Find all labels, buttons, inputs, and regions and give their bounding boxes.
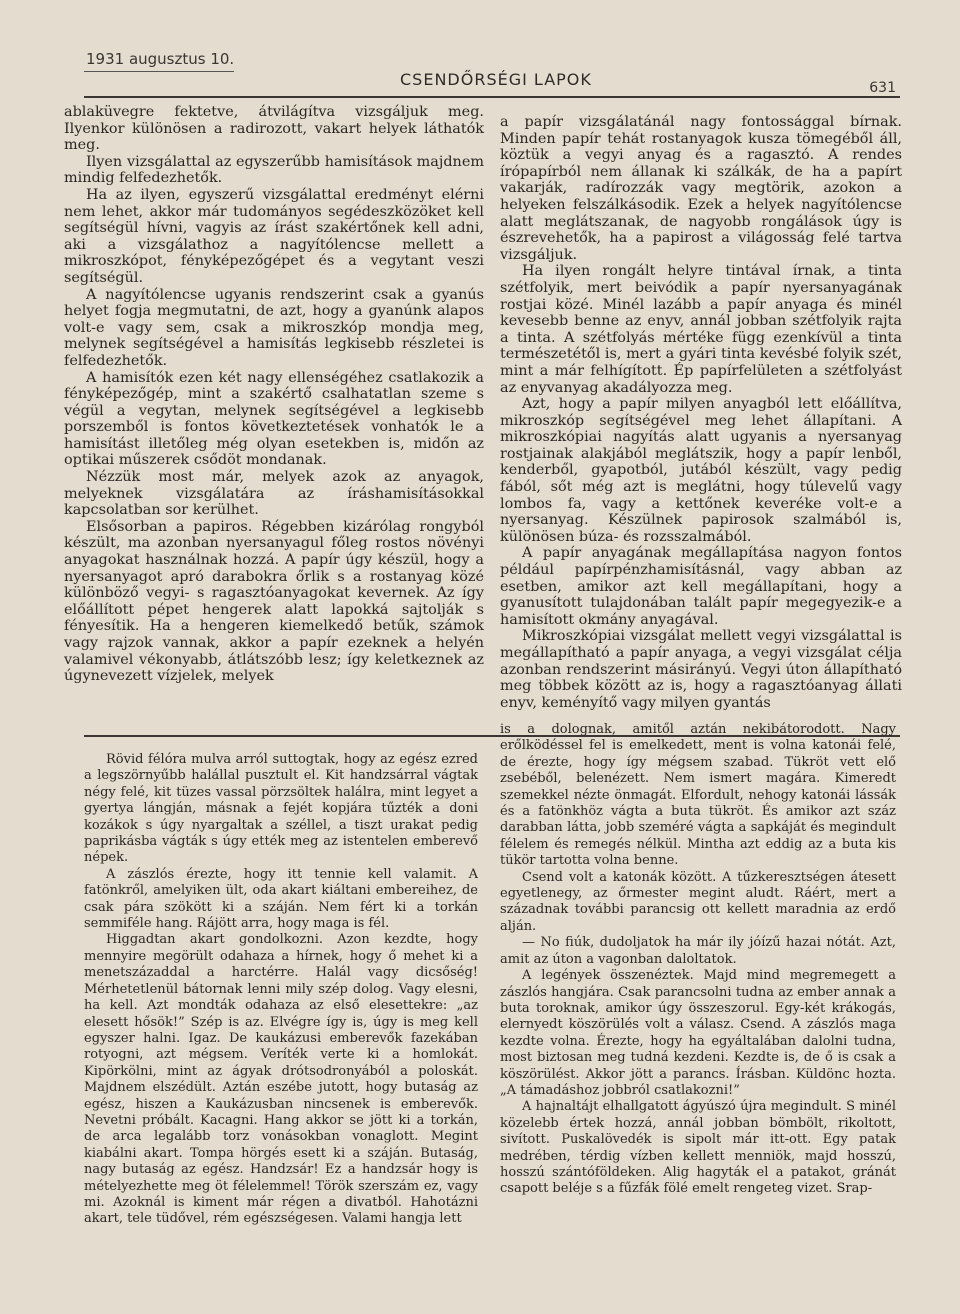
paragraph: A hamisítók ezen két nagy ellenségéhez csatlakozik a fényképezőgép, mint a szakértő csalhatatlan szeme s végül a vegytan, melynek segítségével a legkisebb porszemből is fontos következtetések vonhatók le a hamisítást illetőleg még olyan esetekben is, midőn az optikai műszerek csődöt mondanak.: [64, 369, 484, 469]
paragraph: Csend volt a katonák között. A tűzkeresztségen átesett egyetlenegy, az őrmester megint aludt. Ráért, mert a századnak további parancsig ott kellett maradnia az erdő alján.: [500, 869, 896, 934]
paragraph: Elsősorban a papiros. Régebben kizárólag rongyból készült, ma azonban nyersanyagul főleg rostos növényi anyagokat használnak hozzá. A papír úgy készül, hogy a nyersanyagot apró darabokra őrlik s a rostanyag közé különböző vegyi- s ragasztóanyagokat kevernek. Az így előállított pépet hengerek alatt lapokká sajtolják s fényesítik. Ha a hengeren kiemelkedő betűk, számok vagy rajzok vannak, akkor a papír ezeknek a helyén valamivel vékonyabb, átlátszóbb lesz; így keletkeznek az úgynevezett vízjelek, melyek: [64, 518, 484, 685]
paragraph: A papír anyagának megállapítása nagyon fontos például papírpénzhamisításnál, vagy abban az esetben, amikor azt kell megállapítani, hogy a gyanusított tulajdonában talált papír megegyezik-e a hamisított okmány anyagával.: [500, 545, 902, 628]
paragraph: Azt, hogy a papír milyen anyagból lett előállítva, mikroszkóp segítségével meg lehet állapítani. A mikroszkópiai nagyítás alatt ugyanis a nyersanyag rostjainak alakjából meglátszik, hogy a papír lenből, kenderből, gyapotból, jutából készült, vagy pedig fából, sőt még azt is meglátni, hogy túlevelű vagy lombos fa, vagy a kettőnek keveréke volt-e a nyersanyag. Készülnek papirosok szalmából is, különösen búza- és rozsszalmából.: [500, 396, 902, 545]
paragraph: a papír vizsgálatánál nagy fontossággal bírnak. Minden papír tehát rostanyagok kusza tömegéből áll, köztük a vegyi anyag és a ragasztó. A rendes írópapírból nem állanak ki szálkák, de ha a papírt vakarják, radírozzák vagy megtörik, azokon a helyeken felszálkásodik. Ezek a helyek nagyítólencse alatt meglátszanak, de nagyobb rongálások úgy is észrevehetők, ha a papirost a világosság felé tartva vizsgáljuk.: [500, 114, 902, 263]
paragraph: A legények összenéztek. Majd mind megremegett a zászlós hangjára. Csak parancsolni tudna az ember annak a buta toroknak, amikor úgy összeszorul. Egy-két krákogás, elernyedt köszörülés volt a válasz. Csend. A zászlós maga kezdte volna. Érezte, hogy ha egyáltalában dalolni tudna, most biztosan meg tudná kezdeni. Kezdte is, de ő is csak a köszörülést. Akkor jött a parancs. Írásban. Küldönc hozta. „A támadáshoz jobbról csatlakozni!”: [500, 968, 896, 1098]
paragraph: A hajnaltájt elhallgatott ágyúszó újra megindult. S minél közelebb értek hozzá, annál jobban bömbölt, rikoltott, sivított. Puskalövedék is sipolt már itt-ott. Egy patak medrében, térdig vízben kellett menniök, majd hosszú, hosszú szántóföldeken. Alig hagyták el a patakot, gránát csapott beléje s a fűzfák fölé emelt rengeteg vizet. Srap-: [500, 1099, 896, 1197]
paragraph: Higgadtan akart gondolkozni. Azon kezdte, hogy mennyire megörült odahaza a hírnek, hogy ő mehet ki a menetszázaddal a harctérre. Halál vagy dicsőség! Mérhetetlenül bátornak lenni mily szép dolog. Vagy elesni, ha kell. Azt mondták odahaza az első elesettekre: „az elesett hősök!” Szép is az. Elvégre így is, úgy is meg kell egyszer halni. Igaz. De kaukázusi emberevők fazekában rotyogni, azt mégsem. Veríték verte ki a homlokát. Kipörkölni, mint az ágyak drótsodronyából a poloskát. Majdnem elszédült. Aztán eszébe jutott, hogy butaság az egész, hiszen a Kaukázusban nincsenek is emberevők. Nevetni próbált. Kacagni. Hang akkor se jött ki a torkán, de arca legalább torz vonásokban vonaglott. Megint kiabálni akart. Tompa hörgés esett ki a száján. Butaság, nagy butaság az egész. Handzsár! Ez a handzsár hogy is mételyezhette meg öt félelemmel! Török szerszám ez, vagy mi. Azoknál is kiment már régen a divatból. Hahotázni akart, tele tüdővel, rém egészségesen. Valami hangja lett: [84, 932, 478, 1227]
paragraph: Mikroszkópiai vizsgálat mellett vegyi vizsgálattal is megállapítható a papír anyaga, a vegyi vizsgálat célja azonban rendszerint másirányú. Vegyi úton állapítható meg többek között az is, hogy a ragasztóanyag állati enyv, keményítő vagy milyen gyantás: [500, 628, 902, 711]
header-rule: [84, 96, 900, 98]
page-header: [0, 0, 960, 100]
paragraph: Ha az ilyen, egyszerű vizsgálattal eredményt elérni nem lehet, akkor már tudományos segédeszközöket kell segítségül hívni, vagyis az írást szakértőnek kell adni, aki a vizsgálathoz a nagyítólencse mellett a mikroszkópot, fényképezőgépet és a vegytant veszi segítségül.: [64, 186, 484, 286]
story-column-right: [500, 722, 896, 1198]
paragraph: Rövid félóra mulva arról suttogtak, hogy az egész ezred a legszörnyűbb halállal pusztult el. Kit handzsárral vágtak négy felé, kit tüzes vassal pörzsöltek halálra, mint legyet a gyertya lángján, másnak a fejét kopjára tűzték a doni kozákok s úgy nyargaltak a széllel, a tiszt urakat pedig paprikásba vágták s úgy ették meg az istentelen emberevő népek.: [84, 752, 478, 866]
paragraph: — No fiúk, dudoljatok ha már ily jóízű hazai nótát. Azt, amit az úton a vagonban daloltatok.: [500, 935, 896, 967]
paragraph: Ha ilyen rongált helyre tintával írnak, a tinta szétfolyik, mert beivódik a papír nyersanyagának rostjai közé. Minél lazább a papír anyaga és minél kevesebb benne az enyv, annál jobban szétfolyik rajta a tinta. A szétfolyás mértéke függ ezenkívül a tinta természetétől is, mert a gyári tinta kevésbé folyik szét, mint a már felhígított. Ép papírfelületen a szétfolyást az enyvanyag akadályozza meg.: [500, 263, 902, 396]
paragraph: A nagyítólencse ugyanis rendszerint csak a gyanús helyet fogja megmutatni, de azt, hogy a gyanúnk alapos volt-e vagy sem, csak a mikroszkóp mondja meg, melynek segítségével a hamisítás legkisebb részletei is felfedezhetők.: [64, 286, 484, 369]
paragraph: is a dolognak, amitől aztán nekibátorodott. Nagy erőlködéssel fel is emelkedett, ment is volna katonái felé, de érezte, hogy így mégsem szabad. Tükröt vett elő zsebéből, belenézett. Nem ismert magára. Kimeredt szemekkel nézte önmagát. Elfordult, nehogy katonái lássák és a fatönkhöz vágta a buta tükröt. És amikor azt száz darabban látta, jobb szeméré vágta a sapkáját és megindult félelem és remegés nélkül. Mintha azt eddig az a buta kis tükör tartotta volna benne.: [500, 722, 896, 869]
story-column-left: [84, 752, 478, 1228]
date-underline: [84, 71, 234, 72]
page-number: 631: [869, 80, 896, 96]
article-column-left: [64, 104, 484, 685]
publication-title: CSENDŐRSÉGI LAPOK: [400, 70, 592, 89]
paragraph: ablaküvegre fektetve, átvilágítva vizsgáljuk meg. Ilyenkor különösen a radirozott, vakart helyek láthatók meg.: [64, 104, 484, 154]
article-column-right: [500, 114, 902, 711]
paragraph: A zászlós érezte, hogy itt tennie kell valamit. A fatönkről, amelyiken ült, oda akart kiáltani embereihez, de csak pára szökött ki a száján. Nem fért ki a torkán semmiféle hang. Rájött arra, hogy maga is fél.: [84, 866, 478, 932]
issue-date: 1931 augusztus 10.: [86, 50, 235, 68]
paragraph: Ilyen vizsgálattal az egyszerűbb hamisítások majdnem mindig felfedezhetők.: [64, 153, 484, 187]
paragraph: Nézzük most már, melyek azok az anyagok, melyeknek vizsgálatára az íráshamisításokkal kapcsolatban sor kerülhet.: [64, 469, 484, 519]
